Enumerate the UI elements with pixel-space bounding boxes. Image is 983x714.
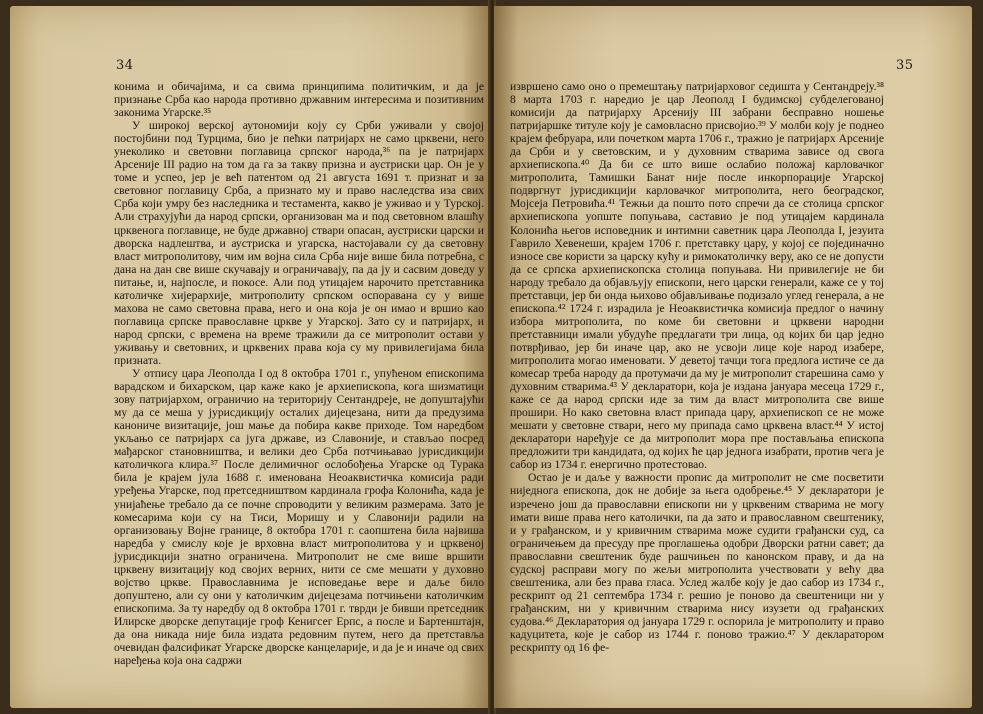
paragraph: У широкој верској аутономији коју су Срби уживали у својој постојбини под Турцима, био је пећки патријарх не само црквени, него унеколико и световни поглавица српског народа,³⁶ па је патријарх Арсеније III радио на том да га за такву призна и аустриски цар. Он је у томе и успео, јер је већ патентом од 21 августа 1691 т. признат и за световног поглавицу Срба, а признато му и право наследства иза свих Срба који умру без наследника и тестамента, какво је уживао и у Турској. Али страхујући да народ српски, организован ма и под световном влашћу црквенога поглавице, не буде државној ствари опасан, аустриски царски и дворска надлештва, и аустриска и угарска, настојавали су да световну власт митрополитову, чим им војна сила Срба није више била потребна, с дана на дан све више скучавају и ограничавају, па да ју и сасвим доведу у питање, и, најпосле, и покосе. Али под утицајем нарочито претставника католичке хијерархије, митрополиту српском оспоравана су у више махова не само световна права, него и она која је он имао и вршио као поглавица српске православне цркве у Угарској. Зато су и патријарх, и народ српски, с времена на време тражили да се митрополит остави у уживању и световних, и црквених права која су му привилегијама била призната.: [114, 119, 484, 367]
page-body: [510, 80, 884, 654]
page-number: 35: [896, 58, 914, 73]
page-body: [114, 80, 484, 667]
paragraph: Остао је и даље у важности пропис да митрополит не сме посветити ниједнога епископа, док не добије за њега одобрење.⁴⁵ У декларатори је изречено још да православни епископи ни у црквеним стварима не могу имати више права него католички, па да зато и православном свештенику, и у грађанском, и у кривичним стварима може судити грађански суд, са ограничењем да пресуду пре проглашења одобри Дворски ратни савет; да православни свештеник буде рашчињен по канонском праву, и да на судској расправи могу по жељи митрополита учествовати у већу два свештеника, али без права гласа. Услед жалбе коју је дао сабор из 1734 г., рескрипт од 21 септембра 1734 г. решио је поново да свештеници ни у грађанским, ни у кривичним стварима нису изузети од грађанских судова.⁴⁶ Декларатория од јануара 1729 г. оспорила је митрополиту и право кадуцитета, које је сабор из 1744 г. поново тражио.⁴⁷ У декларатором рескрипту од 16 фе-: [510, 471, 884, 655]
paragraph: извршено само оно о премештању патријарховог седишта у Сентандреју.³⁸ 8 марта 1703 г. наредио је цар Леополд I будимској субделегованој комисији да патријарху Арсенију III забрани бесправно ношење патријаршке титуле коју је самовласно присвојио.³⁹ У молби коју је поднео крајем фебруара, или почетком марта 1706 г., тражио је патријарх Арсеније да Срби и у световским, и у духовним стварима зависе од свога архиепископа.⁴⁰ Да би се што више ослабио положај карловачког митрополита, Тамишки Банат није после инкорпорације Угарској подвргнут јурисдикцији карловачког митрополита, него београдског, Мојсеја Петровића.⁴¹ Тежњи да пошто пото спречи да се столица српског архиепископа уопште попуњава, саставио је под утицајем кардинала Колонића његов исповедник и интимни саветник цара Леополда I, језуита Гаврило Хевенеши, крајем 1706 г. претставку цару, у којој се појединачно износе све користи за царску кућу и римокатоличку веру, ако се не допусти да се српска архиепископска столица попуњава. Ни привилегије не би народу требало да објављују епископи, него царски генерали, каже се у тој претставци, јер би онда њихово објављивање подизало углед генерала, а не епископа.⁴² 1724 г. израдила је Неоаквистичка комисија предлог о начину избора митрополита, по коме би световни и црквени народни претставници имали убудуће предлагати три лица, од којих би цар једно потврђивао, јер би иначе цар, ако не усвоји лице које народ изабере, митрополита могао именовати. У деветој тачци тога предлога истиче се да комесар треба народу да протумачи да му је митрополит старешина само у духовним стварима.⁴³ У декларатори, која је издана јануара месеца 1729 г., каже се да народ српски иде за тим да власт митрополита све више прошири. Но како световна власт припада цару, архиепископ се не може мешати у световне ствари, него му припада само црквена власт.⁴⁴ У истој декларатори наређује се да митрополит мора пре постављања епископа предложити три кандидата, од којих ће цар једнога изабрати, против чега је сабор из 1734 г. енергично протестовао.: [510, 80, 884, 472]
left-page: [10, 6, 490, 708]
page-number: 34: [116, 58, 134, 73]
paragraph: У отпису цара Леополда I од 8 октобра 1701 г., упућеном епископима варадском и бихарском, цар каже како је архиепископа, кога шизматици зову патријархом, ограничио на територију Сентандреје, не допуштајући му да се меша у јурисдикцију осталих дијецезана, нити да предузима канониче визитације, још мање да побира какве приходе. Том наредбом укљањо се патријарх са југа државе, из Славоније, и стављао посред мађарског становништва, и велики део Срба потчињавао јурисдикцији католичкога клира.³⁷ После делимичног ослобођења Угарске од Турака била је крајем јула 1688 г. именована Неоаквистичка комисија ради уређења Угарске, под претседништвом кардинала грофа Колонића, када је унијаћење требало да се почне спроводити у великим размерама. Зато је комесарима који су на Тиси, Моришу и у Славонији радили на организовању Војне границе, 8 октобра 1701 г. саопштена била највиша наредба у смислу које је врховна власт митрополитова у и црквеној јурисдикцији знатно ограничена. Митрополит не сме више вршити црквену визитацију код својих верних, нити се сме мешати у духовно војство цркве. Православнима је исповедање вере и даље било допуштено, али су они у католичким дијецезама потчињени католичким епископима. За ту наредбу од 8 октобра 1701 г. тврди је бивши претседник Илирске дворске депутације гроф Кенигсег Ерпс, а после и Бартенштајн, да она никада није била издата редовним путем, него да претставља очевидан фалсификат Угарске дворске канцеларије, и да је и иначе од свих наређења која она садржи: [114, 367, 484, 668]
right-page: [494, 6, 972, 708]
paragraph: конима и обичајима, и са свима принципима политичким, и да је признање Срба као народа противно државним интересима и позитивним законима Угарске.³⁵: [114, 80, 484, 120]
